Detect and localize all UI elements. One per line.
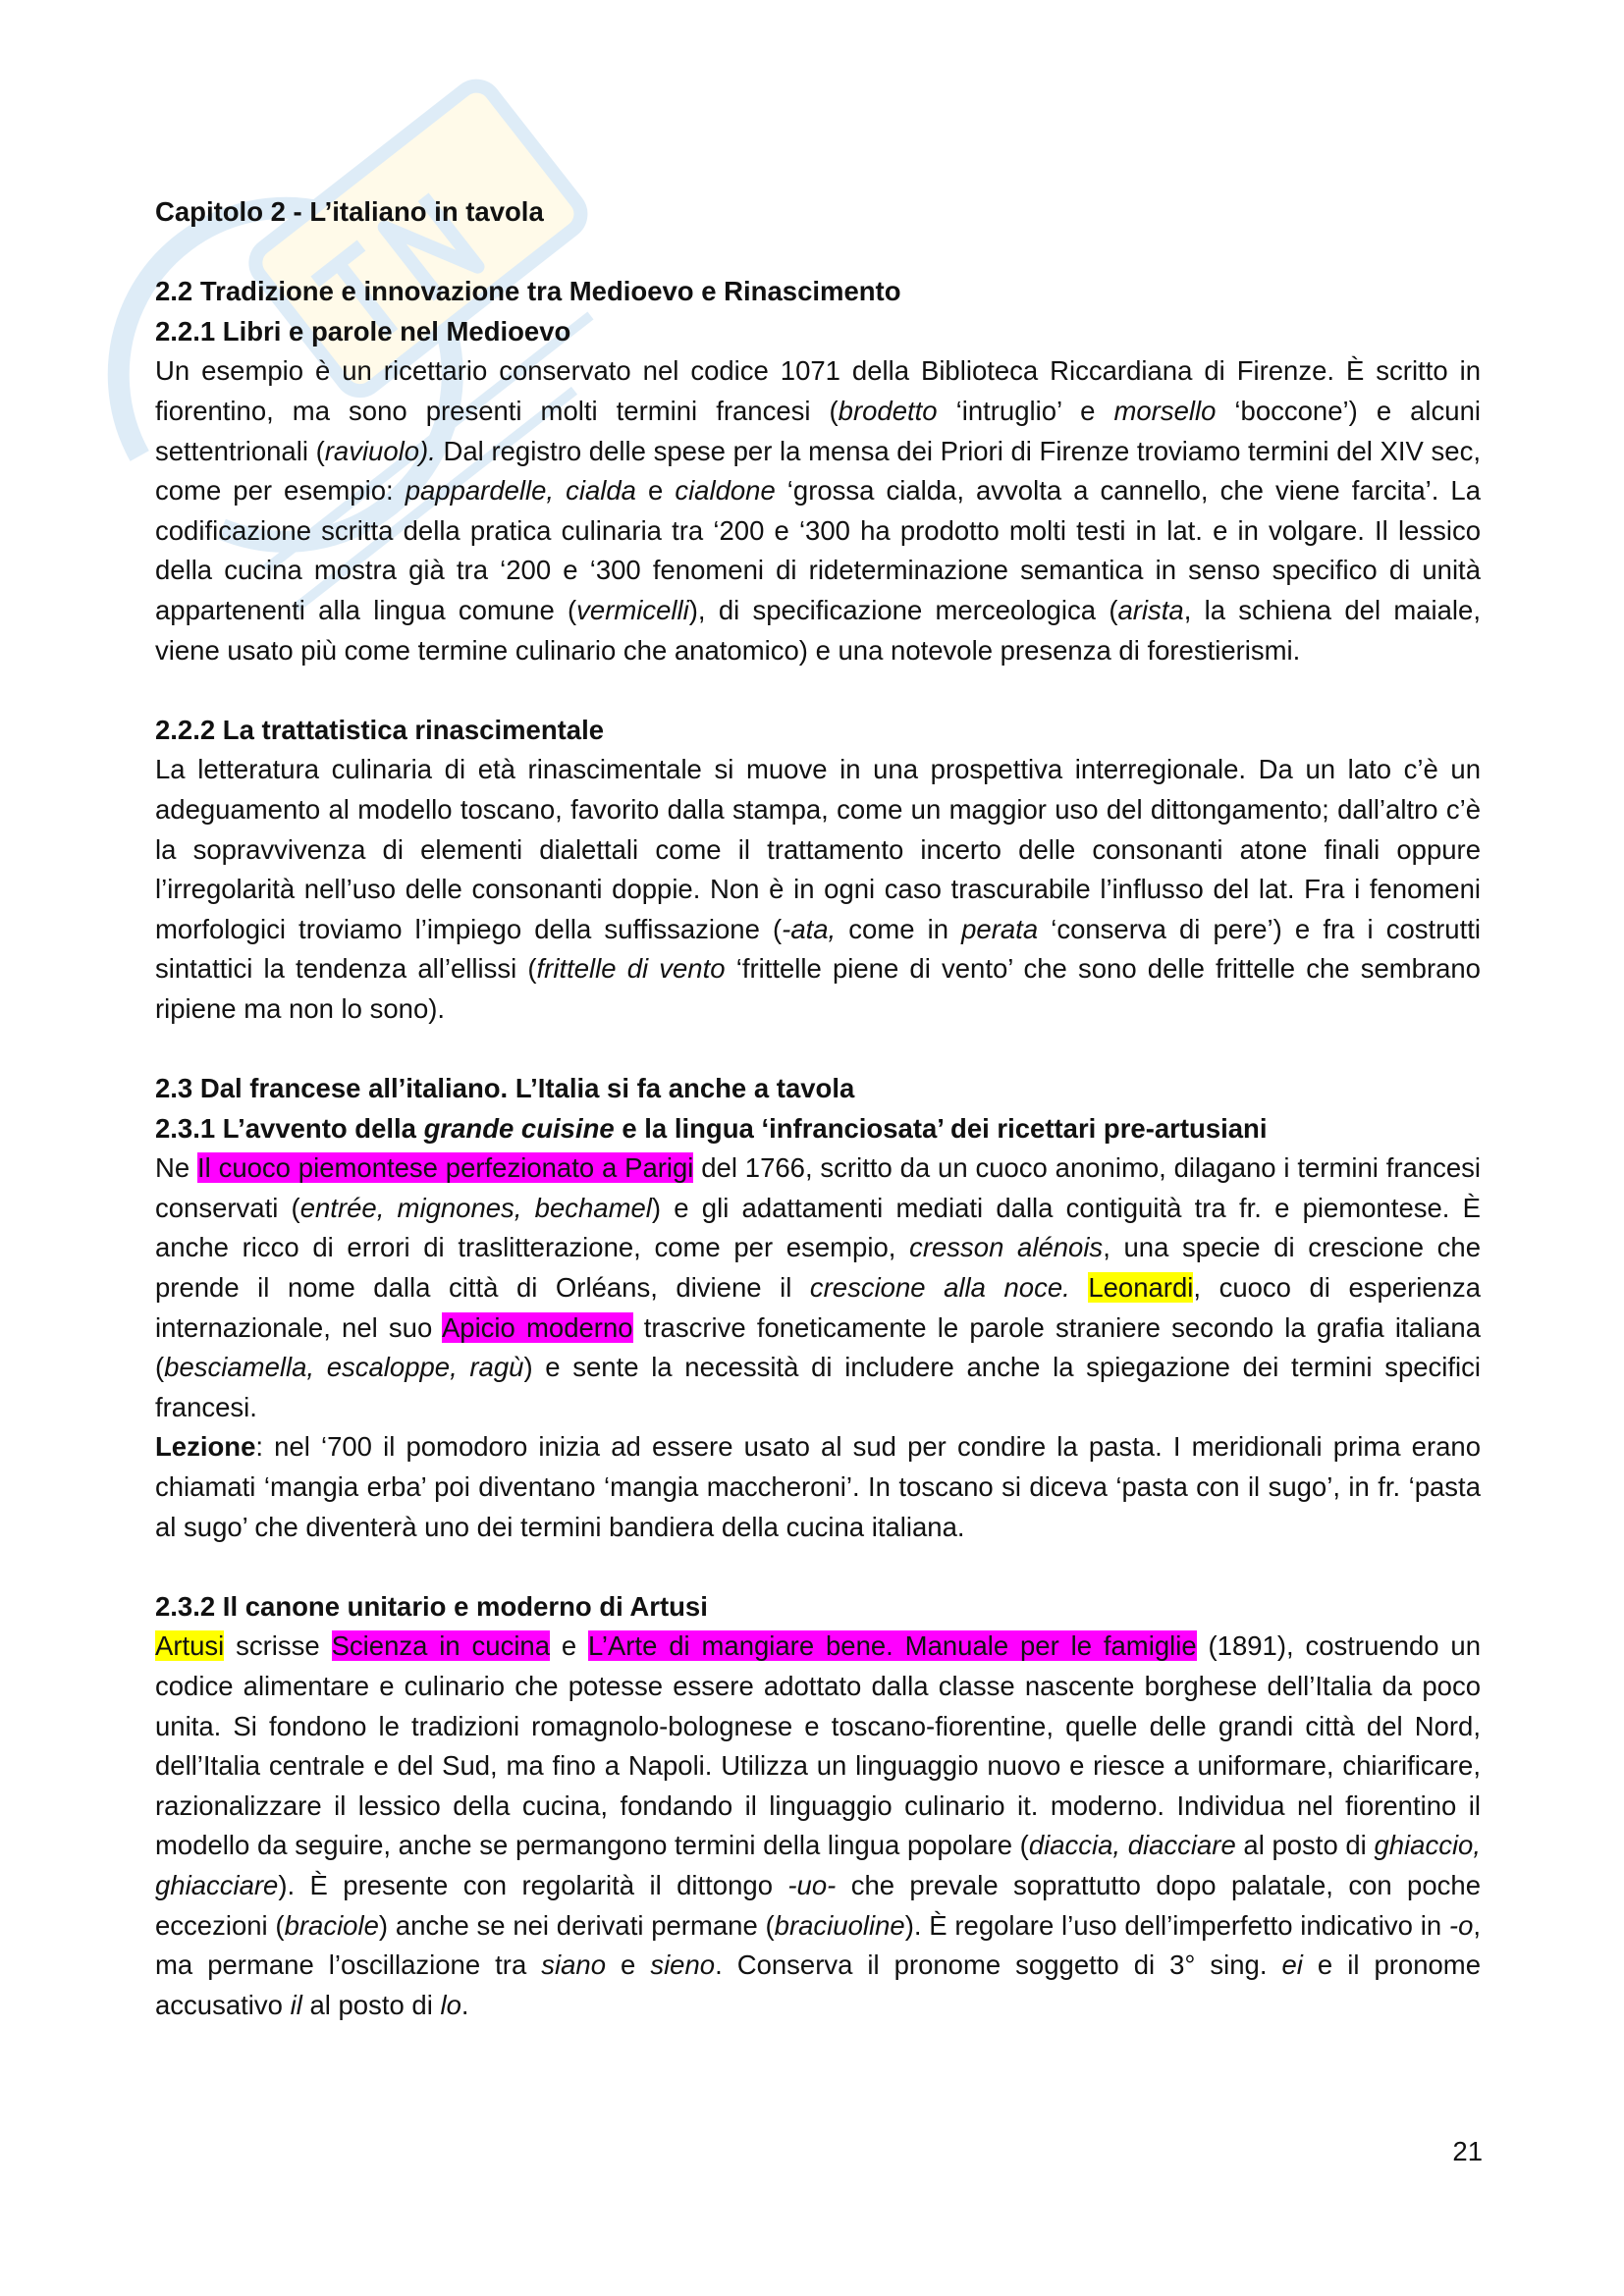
section-2-3-title: 2.3 Dal francese all’italiano. L’Italia si fa anche a tavola (155, 1073, 855, 1104)
highlight-scienza-in-cucina: Scienza in cucina (331, 1630, 551, 1662)
page-number: 21 (1452, 2136, 1483, 2166)
chapter-title: Capitolo 2 - L’italiano in tavola (155, 196, 544, 227)
section-2-3-2-paragraph: Artusi scrisse Scienza in cucina e L’Arte di mangiare bene. Manuale per le famiglie (1891), costruendo un codice alimentare e culinario che potesse essere adottato dalla classe nascente borghese dell’Italia da poco unita. Si fondono le tradizioni romagnolo-bolognese e toscano-fiorentine, quelle delle grandi città del Nord, dell’Italia centrale e del Sud, ma fino a Napoli. Utilizza un linguaggio nuovo e riesce a uniformare, chiarificare, razionalizzare il lessico della cucina, fondando il linguaggio culinario it. moderno. Individua nel fiorentino il modello da seguire, anche se permangono termini della lingua popolare (diaccia, diacciare al posto di ghiaccio, ghiacciare). È presente con regolarità il dittongo -uo- che prevale soprattutto dopo palatale, con poche eccezioni (braciole) anche se nei derivati permane (braciuoline). È regolare l’uso dell’imperfetto indicativo in -o, ma permane l’oscillazione tra siano e sieno. Conserva il pronome soggetto di 3° sing. ei e il pronome accusativo il al posto di lo. (155, 1630, 1481, 2020)
section-2-2-1-title: 2.2.1 Libri e parole nel Medioevo (155, 315, 571, 347)
section-2-3-1-title: 2.3.1 L’avvento della grande cuisine e la lingua ‘infranciosata’ dei ricettari pre-artusiani (155, 1112, 1268, 1144)
lezione-label: Lezione (155, 1431, 256, 1463)
highlight-cuoco-piemontese: Il cuoco piemontese perfezionato a Parigi (197, 1152, 694, 1184)
highlight-artusi: Artusi (155, 1630, 225, 1662)
highlight-leonardi: Leonardi (1088, 1272, 1194, 1304)
section-2-3-1-paragraph: Ne Il cuoco piemontese perfezionato a Parigi del 1766, scritto da un cuoco anonimo, dilagano i termini francesi conservati (entrée, mignones, bechamel) e gli adattamenti mediati dalla contiguità tra fr. e piemontese. È anche ricco di errori di traslitterazione, come per esempio, cresson alénois, una specie di crescione che prende il nome dalla città di Orléans, diviene il crescione alla noce. Leonardi, cuoco di esperienza internazionale, nel suo Apicio moderno trascrive foneticamente le parole straniere secondo la grafia italiana (besciamella, escaloppe, ragù) e sente la necessità di includere anche la spiegazione dei termini specifici francesi. (155, 1152, 1482, 1422)
section-2-3-2-title: 2.3.2 Il canone unitario e moderno di Artusi (155, 1590, 708, 1622)
highlight-apicio-moderno: Apicio moderno (441, 1311, 633, 1343)
section-2-2-1-paragraph: Un esempio è un ricettario conservato nel codice 1071 della Biblioteca Riccardiana di Firenze. È scritto in fiorentino, ma sono presenti molti termini francesi (brodetto ‘intruglio’ e morsello ‘boccone’) e alcuni settentrionali (raviuolo). Dal registro delle spese per la mensa dei Priori di Firenze troviamo termini del XIV sec, come per esempio: pappardelle, cialda e cialdone ‘grossa cialda, avvolta a cannello, che viene farcita’. La codificazione scritta della pratica culinaria tra ‘200 e ‘300 ha prodotto molti testi in lat. e in volgare. Il lessico della cucina mostra già tra ‘200 e ‘300 fenomeni di rideterminazione semantica in senso specifico di unità appartenenti alla lingua comune (vermicelli), di specificazione merceologica (arista, la schiena del maiale, viene usato più come termine culinario che anatomico) e una notevole presenza di forestierismi. (155, 355, 1482, 666)
section-2-2-2-title: 2.2.2 La trattatistica rinascimentale (155, 714, 605, 745)
highlight-arte-di-mangiare: L’Arte di mangiare bene. Manuale per le famiglie (588, 1630, 1197, 1662)
section-2-2-2-paragraph: La letteratura culinaria di età rinascimentale si muove in una prospettiva interregionale. Da un lato c’è un adeguamento al modello toscano, favorito dalla stampa, come un maggior uso del dittongamento; dall’altro c’è la sopravvivenza di elementi dialettali come il trattamento incerto delle consonanti atone finali oppure l’irregolarità nell’uso delle consonanti doppie. Non è in ogni caso trascurabile l’influsso del lat. Fra i fenomeni morfologici troviamo l’impiego della suffissazione (-ata, come in perata ‘conserva di pere’) e fra i costrutti sintattici la tendenza all’ellissi (frittelle di vento ‘frittelle piene di vento’ che sono delle frittelle che sembrano ripiene ma non lo sono). (155, 754, 1481, 1024)
lezione-paragraph: Lezione: nel ‘700 il pomodoro inizia ad essere usato al sud per condire la pasta. I meridionali prima erano chiamati ‘mangia erba’ poi diventano ‘mangia maccheroni’. In toscano si diceva ‘pasta con il sugo’, in fr. ‘pasta al sugo’ che diventerà uno dei termini bandiera della cucina italiana. (155, 1431, 1481, 1542)
document-body (155, 192, 1481, 2025)
section-2-2-title: 2.2 Tradizione e innovazione tra Medioevo e Rinascimento (155, 276, 901, 307)
